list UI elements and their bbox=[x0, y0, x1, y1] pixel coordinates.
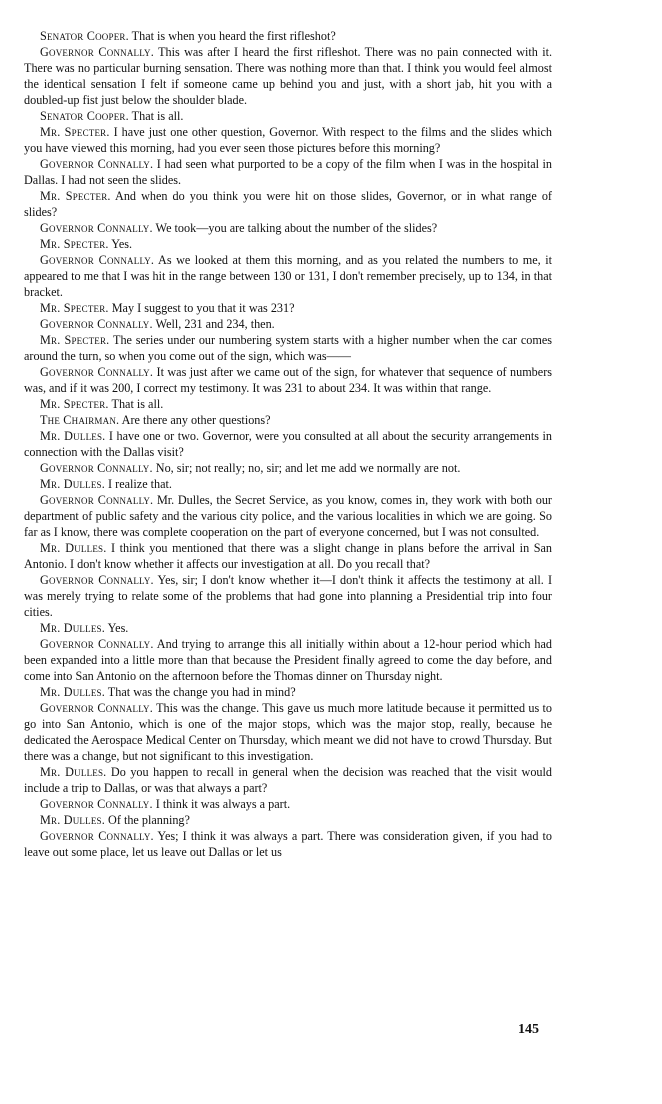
speaker-name: Governor Connally. bbox=[40, 317, 153, 331]
speaker-name: Mr. Dulles. bbox=[40, 621, 105, 635]
speech-text: That was the change you had in mind? bbox=[104, 685, 296, 699]
transcript-paragraph bbox=[24, 620, 552, 636]
speaker-name: Mr. Specter. bbox=[40, 237, 109, 251]
speech-text: I have just one other question, Governor. With respect to the films and the slides which you have viewed this morning, had you ever seen those pictures before this morning? bbox=[24, 125, 552, 155]
transcript-paragraph bbox=[24, 700, 552, 764]
speaker-name: Governor Connally. bbox=[40, 493, 154, 507]
transcript-paragraph bbox=[24, 28, 552, 44]
speech-text: Yes. bbox=[104, 621, 129, 635]
transcript-paragraph bbox=[24, 572, 552, 620]
speech-text: Mr. Dulles, the Secret Service, as you know, comes in, they work with both our department of public safety and the various city police, and the various localities in which we are going. So far as I know, there was complete cooperation on the part of everyone concerned, but I was not consulted. bbox=[24, 493, 552, 539]
speech-text: Well, 231 and 234, then. bbox=[152, 317, 275, 331]
transcript-paragraph bbox=[24, 428, 552, 460]
transcript-paragraph bbox=[24, 492, 552, 540]
speech-text: Are there any other questions? bbox=[119, 413, 271, 427]
speaker-name: Governor Connally. bbox=[40, 573, 154, 587]
transcript-page bbox=[24, 28, 552, 860]
speech-text: We took—you are talking about the number of the slides? bbox=[152, 221, 438, 235]
speaker-name: Senator Cooper. bbox=[40, 29, 129, 43]
transcript-paragraph bbox=[24, 764, 552, 796]
transcript-paragraph bbox=[24, 684, 552, 700]
transcript-paragraph bbox=[24, 236, 552, 252]
speech-text: That is all. bbox=[128, 109, 184, 123]
transcript-paragraph bbox=[24, 252, 552, 300]
speech-text: I realize that. bbox=[104, 477, 172, 491]
speech-text: I had seen what purported to be a copy of the film when I was in the hospital in Dallas. I had not seen the slides. bbox=[24, 157, 553, 187]
speech-text: Yes; I think it was always a part. There was consideration given, if you had to leave out some place, let us leave out Dallas or let us bbox=[24, 829, 552, 859]
speech-text: No, sir; not really; no, sir; and let me add we normally are not. bbox=[152, 461, 461, 475]
transcript-paragraph bbox=[24, 332, 552, 364]
speech-text: I think you mentioned that there was a slight change in plans before the arrival in San Antonio. I don't know whether it affects our investigation at all. Do you recall that? bbox=[24, 541, 552, 571]
speaker-name: Mr. Dulles. bbox=[40, 685, 105, 699]
speech-text: And when do you think you were hit on those slides, Governor, or in what range of slides? bbox=[24, 189, 552, 219]
transcript-paragraph bbox=[24, 460, 552, 476]
speaker-name: Governor Connally. bbox=[40, 157, 154, 171]
speaker-name: Governor Connally. bbox=[40, 701, 153, 715]
speech-text: It was just after we came out of the sign, for whatever that sequence of numbers was, and if it was 200, I correct my testimony. It was 231 to about 234. It was within that range. bbox=[24, 365, 552, 395]
speaker-name: Mr. Dulles. bbox=[40, 765, 107, 779]
speaker-name: Governor Connally. bbox=[40, 461, 153, 475]
transcript-paragraph bbox=[24, 396, 552, 412]
speaker-name: Mr. Dulles. bbox=[40, 429, 106, 443]
speaker-name: Mr. Specter. bbox=[40, 301, 109, 315]
speaker-name: The Chairman. bbox=[40, 413, 120, 427]
speech-text: As we looked at them this morning, and as you related the numbers to me, it appeared to me that I was hit in the range between 130 or 131, I don't remember precisely, up to 134, in that bracket. bbox=[24, 253, 552, 299]
transcript-paragraph bbox=[24, 316, 552, 332]
transcript-paragraph bbox=[24, 476, 552, 492]
speech-text: May I suggest to you that it was 231? bbox=[108, 301, 295, 315]
transcript-paragraph bbox=[24, 828, 552, 860]
speaker-name: Governor Connally. bbox=[40, 365, 154, 379]
speaker-name: Mr. Specter. bbox=[40, 333, 110, 347]
speech-text: That is when you heard the first rifleshot? bbox=[128, 29, 336, 43]
speaker-name: Governor Connally. bbox=[40, 829, 154, 843]
speech-text: That is all. bbox=[108, 397, 164, 411]
speaker-name: Governor Connally. bbox=[40, 45, 154, 59]
transcript-paragraph bbox=[24, 412, 552, 428]
speech-text: I think it was always a part. bbox=[152, 797, 291, 811]
transcript-paragraph bbox=[24, 188, 552, 220]
speech-text: Yes, sir; I don't know whether it—I don't think it affects the testimony at all. I was merely trying to relate some of the problems that had gone into planning a Presidential trip into four cities. bbox=[24, 573, 553, 619]
speaker-name: Governor Connally. bbox=[40, 637, 154, 651]
transcript-paragraph bbox=[24, 124, 552, 156]
transcript-paragraph bbox=[24, 108, 552, 124]
transcript-paragraph bbox=[24, 636, 552, 684]
speaker-name: Mr. Specter. bbox=[40, 397, 109, 411]
speaker-name: Governor Connally. bbox=[40, 797, 153, 811]
transcript-paragraph bbox=[24, 156, 552, 188]
speech-text: I have one or two. Governor, were you consulted at all about the security arrangements in connection with the Dallas visit? bbox=[24, 429, 552, 459]
speech-text: Of the planning? bbox=[104, 813, 190, 827]
speaker-name: Mr. Specter. bbox=[40, 125, 110, 139]
transcript-paragraph bbox=[24, 540, 552, 572]
transcript-paragraph bbox=[24, 44, 552, 108]
speech-text: Yes. bbox=[108, 237, 133, 251]
transcript-paragraph bbox=[24, 220, 552, 236]
transcript-paragraph bbox=[24, 796, 552, 812]
speaker-name: Mr. Dulles. bbox=[40, 477, 105, 491]
speech-text: The series under our numbering system starts with a higher number when the car comes around the turn, so when you come out of the sign, which was—— bbox=[24, 333, 552, 363]
transcript-paragraph bbox=[24, 364, 552, 396]
speaker-name: Governor Connally. bbox=[40, 253, 155, 267]
speaker-name: Mr. Specter. bbox=[40, 189, 111, 203]
speech-text: This was the change. This gave us much more latitude because it permitted us to go into San Antonio, which is one of the major stops, which was the major stop, really, because he dedicated the Aerospace Medical Center on Thursday, which meant we did not have to crowd Thursday. But there was a change, but not significant to this investigation. bbox=[24, 701, 552, 763]
speech-text: Do you happen to recall in general when the decision was reached that the visit would include a trip to Dallas, or was that always a part? bbox=[24, 765, 552, 795]
speech-text: And trying to arrange this all initially within about a 12-hour period which had been expanded into a little more than that because the President finally agreed to come the day before, and come into San Antonio on the afternoon before the Thomas dinner on Thursday night. bbox=[24, 637, 552, 683]
speaker-name: Mr. Dulles. bbox=[40, 541, 107, 555]
speech-text: This was after I heard the first rifleshot. There was no pain connected with it. There was no particular burning sensation. There was nothing more than that. I think you would feel almost the identical sensation I felt if someone came up behind you and just, with a short jab, hit you with a doubled-up fist just below the shoulder blade. bbox=[24, 45, 553, 107]
speaker-name: Governor Connally. bbox=[40, 221, 153, 235]
speaker-name: Mr. Dulles. bbox=[40, 813, 105, 827]
transcript-paragraph bbox=[24, 300, 552, 316]
transcript-body bbox=[24, 28, 552, 860]
transcript-paragraph bbox=[24, 812, 552, 828]
page-number: 145 bbox=[518, 1022, 539, 1037]
speaker-name: Senator Cooper. bbox=[40, 109, 129, 123]
